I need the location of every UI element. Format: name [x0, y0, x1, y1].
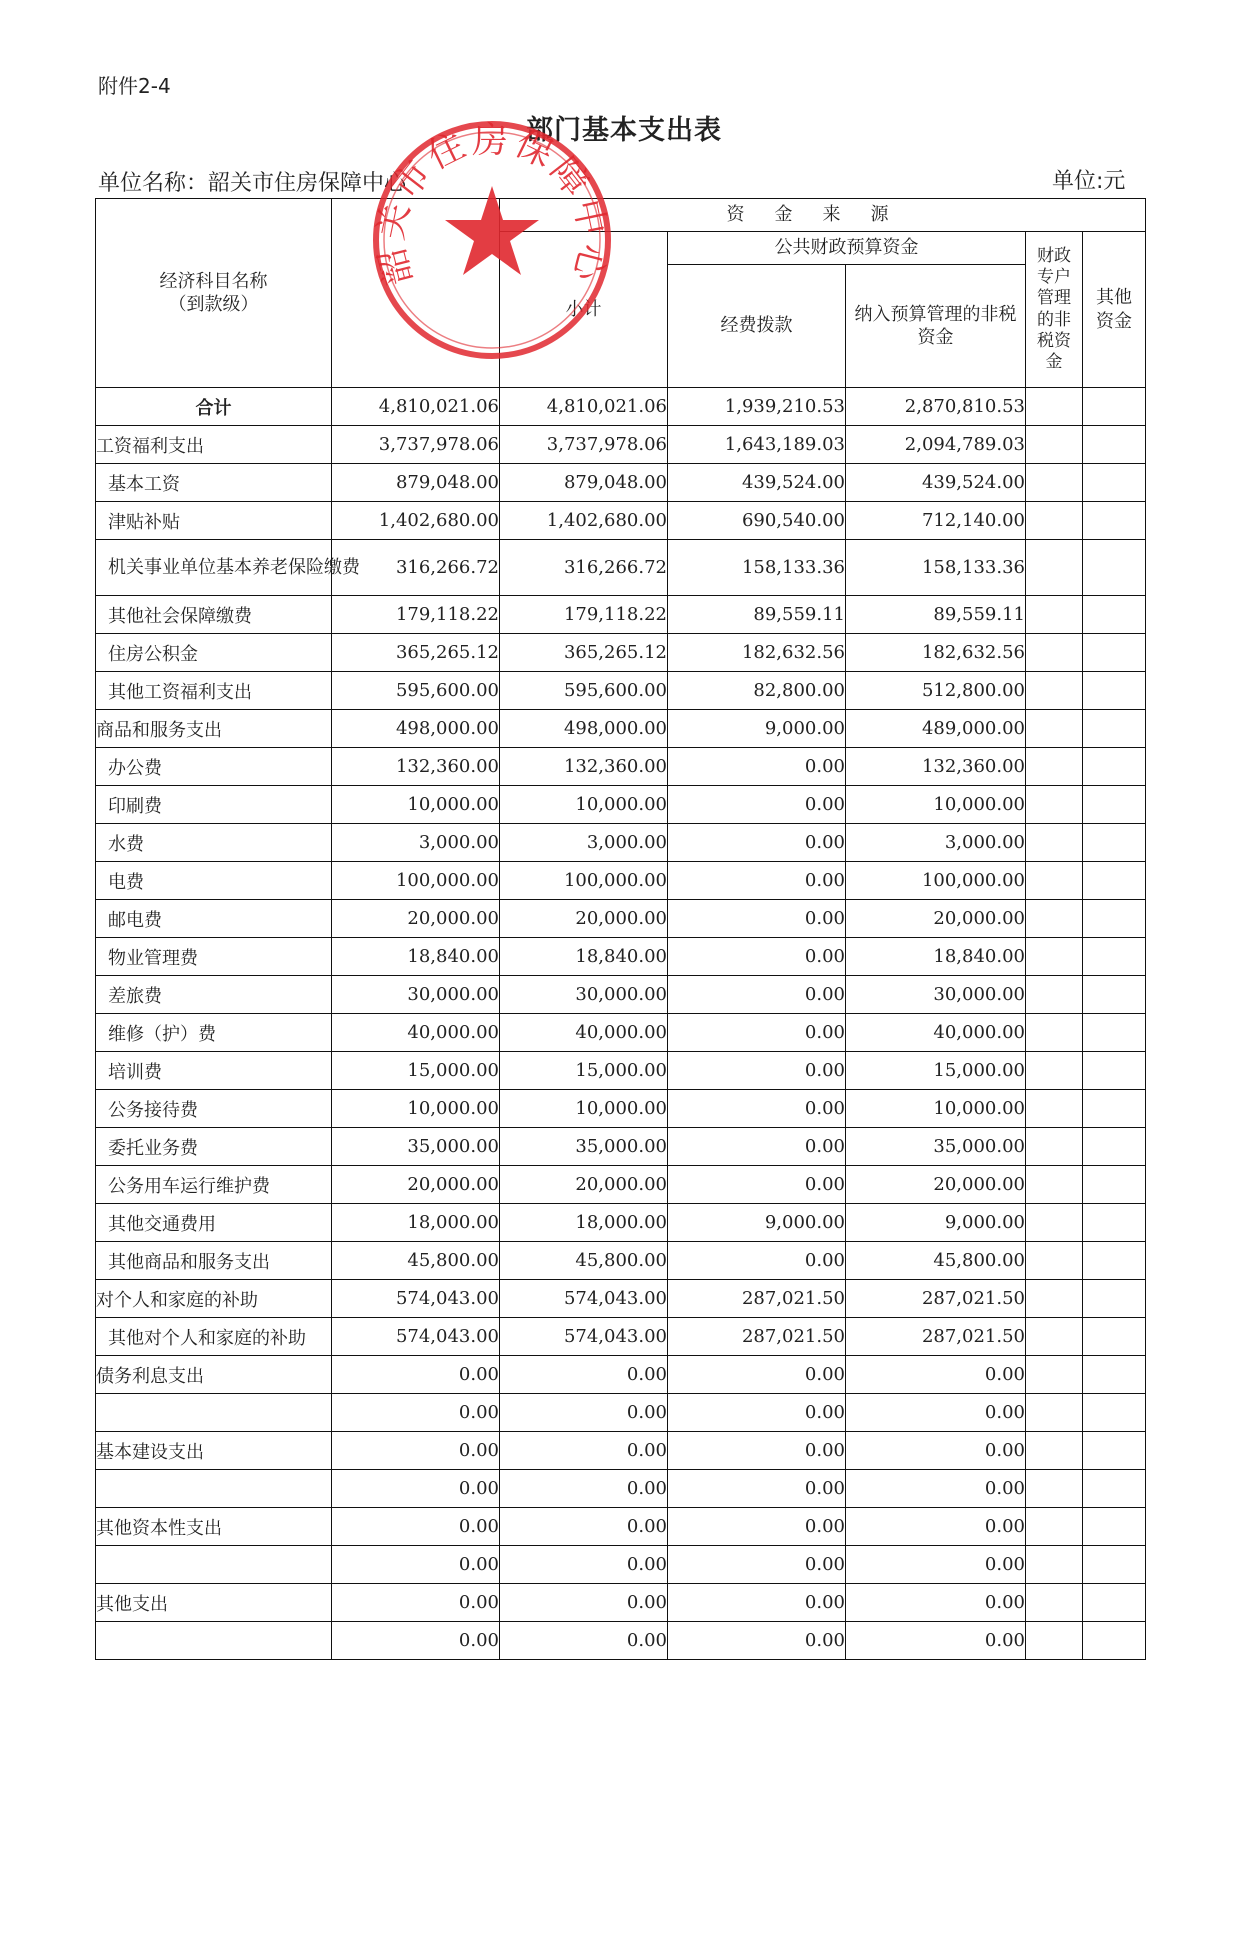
table-row [96, 1508, 1146, 1546]
header-subtotal: 小计 [500, 232, 668, 388]
row-item-name: 机关事业单位基本养老保险缴费 [96, 540, 332, 596]
row-other-funds [1083, 748, 1146, 786]
row-other-funds [1083, 1242, 1146, 1280]
row-appropriation: 287,021.50 [668, 1280, 846, 1318]
row-non-tax: 0.00 [846, 1470, 1026, 1508]
row-item-name: 其他交通费用 [96, 1204, 332, 1242]
row-non-tax: 35,000.00 [846, 1128, 1026, 1166]
row-appropriation: 0.00 [668, 1242, 846, 1280]
row-other-funds [1083, 634, 1146, 672]
row-other-funds [1083, 1280, 1146, 1318]
row-special-account [1026, 1470, 1083, 1508]
row-other-funds [1083, 1014, 1146, 1052]
row-appropriation: 0.00 [668, 976, 846, 1014]
row-other-funds [1083, 1622, 1146, 1660]
row-appropriation: 0.00 [668, 1508, 846, 1546]
row-appropriation: 182,632.56 [668, 634, 846, 672]
row-appropriation: 287,021.50 [668, 1318, 846, 1356]
row-item-name: 债务利息支出 [96, 1356, 332, 1394]
row-total: 15,000.00 [332, 1052, 500, 1090]
table-row [96, 748, 1146, 786]
row-special-account [1026, 900, 1083, 938]
row-other-funds [1083, 1508, 1146, 1546]
row-subtotal: 45,800.00 [500, 1242, 668, 1280]
row-item-name: 基本建设支出 [96, 1432, 332, 1470]
row-total: 20,000.00 [332, 1166, 500, 1204]
row-appropriation: 9,000.00 [668, 710, 846, 748]
row-item-name: 物业管理费 [96, 938, 332, 976]
row-appropriation: 0.00 [668, 748, 846, 786]
row-total: 132,360.00 [332, 748, 500, 786]
table-row [96, 1318, 1146, 1356]
row-special-account [1026, 596, 1083, 634]
row-appropriation: 0.00 [668, 900, 846, 938]
table-row [96, 1128, 1146, 1166]
row-subtotal: 40,000.00 [500, 1014, 668, 1052]
row-total: 879,048.00 [332, 464, 500, 502]
row-appropriation: 9,000.00 [668, 1204, 846, 1242]
row-subtotal: 0.00 [500, 1394, 668, 1432]
row-total: 0.00 [332, 1584, 500, 1622]
table-row [96, 596, 1146, 634]
row-appropriation: 0.00 [668, 1052, 846, 1090]
row-item-name: 委托业务费 [96, 1128, 332, 1166]
header-public-budget: 公共财政预算资金 [668, 232, 1026, 265]
row-subtotal: 3,737,978.06 [500, 426, 668, 464]
row-subtotal: 0.00 [500, 1508, 668, 1546]
row-total: 0.00 [332, 1508, 500, 1546]
table-row [96, 1052, 1146, 1090]
row-item-name: 对个人和家庭的补助 [96, 1280, 332, 1318]
row-non-tax: 2,870,810.53 [846, 388, 1026, 426]
row-other-funds [1083, 1166, 1146, 1204]
row-special-account [1026, 1432, 1083, 1470]
row-total: 0.00 [332, 1356, 500, 1394]
row-non-tax: 89,559.11 [846, 596, 1026, 634]
row-special-account [1026, 1584, 1083, 1622]
table-row [96, 1204, 1146, 1242]
row-total: 45,800.00 [332, 1242, 500, 1280]
row-other-funds [1083, 976, 1146, 1014]
row-special-account [1026, 710, 1083, 748]
row-subtotal: 0.00 [500, 1622, 668, 1660]
row-non-tax: 439,524.00 [846, 464, 1026, 502]
row-special-account [1026, 502, 1083, 540]
table-row [96, 1584, 1146, 1622]
row-non-tax: 2,094,789.03 [846, 426, 1026, 464]
row-total: 35,000.00 [332, 1128, 500, 1166]
row-total: 179,118.22 [332, 596, 500, 634]
row-appropriation: 1,643,189.03 [668, 426, 846, 464]
row-subtotal: 0.00 [500, 1584, 668, 1622]
row-total: 498,000.00 [332, 710, 500, 748]
row-subtotal: 0.00 [500, 1470, 668, 1508]
row-non-tax: 100,000.00 [846, 862, 1026, 900]
row-subtotal: 35,000.00 [500, 1128, 668, 1166]
row-total: 574,043.00 [332, 1318, 500, 1356]
row-item-name: 基本工资 [96, 464, 332, 502]
row-non-tax: 0.00 [846, 1546, 1026, 1584]
row-special-account [1026, 464, 1083, 502]
row-total: 10,000.00 [332, 1090, 500, 1128]
table-row [96, 862, 1146, 900]
row-item-name: 水费 [96, 824, 332, 862]
row-special-account [1026, 1052, 1083, 1090]
row-other-funds [1083, 1394, 1146, 1432]
row-special-account [1026, 672, 1083, 710]
header-item-name: 经济科目名称 （到款级） [96, 199, 332, 388]
row-special-account [1026, 1128, 1083, 1166]
row-item-name [96, 1546, 332, 1584]
table-row [96, 1356, 1146, 1394]
row-special-account [1026, 388, 1083, 426]
row-appropriation: 0.00 [668, 938, 846, 976]
row-non-tax: 45,800.00 [846, 1242, 1026, 1280]
unit-label: 单位:元 [1052, 169, 1126, 194]
table-row [96, 938, 1146, 976]
row-non-tax: 512,800.00 [846, 672, 1026, 710]
row-total: 100,000.00 [332, 862, 500, 900]
row-non-tax: 158,133.36 [846, 540, 1026, 596]
row-item-name: 公务接待费 [96, 1090, 332, 1128]
unit-name: 单位名称：韶关市住房保障中心 [98, 171, 407, 196]
table-row [96, 900, 1146, 938]
row-non-tax: 40,000.00 [846, 1014, 1026, 1052]
row-other-funds [1083, 938, 1146, 976]
header-other-funds: 其他资金 [1083, 232, 1146, 388]
row-item-name: 差旅费 [96, 976, 332, 1014]
row-subtotal: 574,043.00 [500, 1318, 668, 1356]
row-special-account [1026, 1394, 1083, 1432]
row-total: 595,600.00 [332, 672, 500, 710]
row-other-funds [1083, 710, 1146, 748]
row-other-funds [1083, 502, 1146, 540]
row-item-name: 培训费 [96, 1052, 332, 1090]
table-row [96, 1280, 1146, 1318]
row-item-name [96, 1470, 332, 1508]
row-total: 10,000.00 [332, 786, 500, 824]
row-appropriation: 1,939,210.53 [668, 388, 846, 426]
row-special-account [1026, 824, 1083, 862]
table-row [96, 1622, 1146, 1660]
expenditure-table [95, 198, 1146, 1660]
row-special-account [1026, 786, 1083, 824]
row-subtotal: 179,118.22 [500, 596, 668, 634]
table-row [96, 540, 1146, 596]
row-total: 0.00 [332, 1470, 500, 1508]
row-item-name: 工资福利支出 [96, 426, 332, 464]
table-row [96, 786, 1146, 824]
row-special-account [1026, 1166, 1083, 1204]
row-total: 18,000.00 [332, 1204, 500, 1242]
row-item-name: 合计 [96, 388, 332, 426]
row-item-name: 其他社会保障缴费 [96, 596, 332, 634]
row-subtotal: 498,000.00 [500, 710, 668, 748]
row-item-name: 商品和服务支出 [96, 710, 332, 748]
row-non-tax: 0.00 [846, 1394, 1026, 1432]
row-subtotal: 132,360.00 [500, 748, 668, 786]
row-special-account [1026, 976, 1083, 1014]
row-appropriation: 0.00 [668, 1014, 846, 1052]
row-subtotal: 574,043.00 [500, 1280, 668, 1318]
row-item-name: 维修（护）费 [96, 1014, 332, 1052]
row-special-account [1026, 1014, 1083, 1052]
row-appropriation: 0.00 [668, 1470, 846, 1508]
header-total-blank [332, 199, 500, 388]
row-subtotal: 20,000.00 [500, 900, 668, 938]
row-non-tax: 18,840.00 [846, 938, 1026, 976]
row-appropriation: 0.00 [668, 1166, 846, 1204]
row-special-account [1026, 1318, 1083, 1356]
row-subtotal: 18,840.00 [500, 938, 668, 976]
row-subtotal: 879,048.00 [500, 464, 668, 502]
row-item-name: 电费 [96, 862, 332, 900]
row-appropriation: 0.00 [668, 1356, 846, 1394]
row-special-account [1026, 1622, 1083, 1660]
row-appropriation: 0.00 [668, 1090, 846, 1128]
row-special-account [1026, 1356, 1083, 1394]
row-item-name: 邮电费 [96, 900, 332, 938]
table-row [96, 1432, 1146, 1470]
header-fund-source: 资金来源 [500, 199, 1146, 232]
row-special-account [1026, 634, 1083, 672]
row-other-funds [1083, 824, 1146, 862]
row-other-funds [1083, 596, 1146, 634]
table-row [96, 1014, 1146, 1052]
row-other-funds [1083, 862, 1146, 900]
row-other-funds [1083, 540, 1146, 596]
table-row [96, 672, 1146, 710]
table-row [96, 502, 1146, 540]
table-row [96, 1090, 1146, 1128]
row-other-funds [1083, 900, 1146, 938]
table-row [96, 976, 1146, 1014]
row-other-funds [1083, 672, 1146, 710]
row-non-tax: 182,632.56 [846, 634, 1026, 672]
row-subtotal: 30,000.00 [500, 976, 668, 1014]
table-row [96, 464, 1146, 502]
row-other-funds [1083, 786, 1146, 824]
row-total: 0.00 [332, 1394, 500, 1432]
row-non-tax: 287,021.50 [846, 1318, 1026, 1356]
row-subtotal: 20,000.00 [500, 1166, 668, 1204]
row-appropriation: 0.00 [668, 1128, 846, 1166]
row-special-account [1026, 1204, 1083, 1242]
row-subtotal: 4,810,021.06 [500, 388, 668, 426]
row-appropriation: 0.00 [668, 1622, 846, 1660]
row-item-name: 其他资本性支出 [96, 1508, 332, 1546]
row-other-funds [1083, 1052, 1146, 1090]
row-subtotal: 0.00 [500, 1356, 668, 1394]
row-other-funds [1083, 1432, 1146, 1470]
row-total: 316,266.72 [332, 540, 500, 596]
row-total: 30,000.00 [332, 976, 500, 1014]
row-subtotal: 100,000.00 [500, 862, 668, 900]
row-subtotal: 595,600.00 [500, 672, 668, 710]
row-non-tax: 3,000.00 [846, 824, 1026, 862]
row-non-tax: 20,000.00 [846, 1166, 1026, 1204]
row-total: 4,810,021.06 [332, 388, 500, 426]
row-appropriation: 0.00 [668, 1394, 846, 1432]
row-total: 40,000.00 [332, 1014, 500, 1052]
row-total: 3,000.00 [332, 824, 500, 862]
page-title: 部门基本支出表 [526, 115, 722, 146]
row-non-tax: 30,000.00 [846, 976, 1026, 1014]
row-non-tax: 0.00 [846, 1622, 1026, 1660]
row-other-funds [1083, 1128, 1146, 1166]
row-special-account [1026, 938, 1083, 976]
row-other-funds [1083, 1318, 1146, 1356]
row-item-name: 公务用车运行维护费 [96, 1166, 332, 1204]
row-appropriation: 439,524.00 [668, 464, 846, 502]
row-special-account [1026, 540, 1083, 596]
row-item-name: 津贴补贴 [96, 502, 332, 540]
row-non-tax: 0.00 [846, 1356, 1026, 1394]
row-special-account [1026, 748, 1083, 786]
table-row [96, 388, 1146, 426]
table-row [96, 1394, 1146, 1432]
row-special-account [1026, 1280, 1083, 1318]
header-appropriation: 经费拨款 [668, 265, 846, 388]
table-row [96, 1470, 1146, 1508]
row-subtotal: 1,402,680.00 [500, 502, 668, 540]
row-special-account [1026, 426, 1083, 464]
row-appropriation: 0.00 [668, 824, 846, 862]
row-other-funds [1083, 426, 1146, 464]
row-appropriation: 0.00 [668, 1546, 846, 1584]
table-row [96, 1242, 1146, 1280]
row-item-name: 印刷费 [96, 786, 332, 824]
row-appropriation: 89,559.11 [668, 596, 846, 634]
table-row [96, 426, 1146, 464]
row-subtotal: 316,266.72 [500, 540, 668, 596]
row-special-account [1026, 1090, 1083, 1128]
row-total: 365,265.12 [332, 634, 500, 672]
row-non-tax: 287,021.50 [846, 1280, 1026, 1318]
row-other-funds [1083, 1584, 1146, 1622]
row-subtotal: 15,000.00 [500, 1052, 668, 1090]
row-total: 3,737,978.06 [332, 426, 500, 464]
row-appropriation: 690,540.00 [668, 502, 846, 540]
row-item-name: 其他对个人和家庭的补助 [96, 1318, 332, 1356]
row-non-tax: 10,000.00 [846, 1090, 1026, 1128]
row-total: 0.00 [332, 1622, 500, 1660]
row-other-funds [1083, 1356, 1146, 1394]
row-item-name: 其他工资福利支出 [96, 672, 332, 710]
row-item-name [96, 1622, 332, 1660]
row-subtotal: 0.00 [500, 1546, 668, 1584]
row-other-funds [1083, 1546, 1146, 1584]
table-row [96, 824, 1146, 862]
row-other-funds [1083, 388, 1146, 426]
row-special-account [1026, 1242, 1083, 1280]
row-total: 0.00 [332, 1432, 500, 1470]
row-other-funds [1083, 464, 1146, 502]
row-other-funds [1083, 1090, 1146, 1128]
row-other-funds [1083, 1204, 1146, 1242]
row-non-tax: 15,000.00 [846, 1052, 1026, 1090]
svg-text:韶关市住房保障中心: 韶关市住房保障中心 [370, 119, 614, 289]
row-item-name: 其他支出 [96, 1584, 332, 1622]
row-appropriation: 0.00 [668, 1584, 846, 1622]
table-row [96, 634, 1146, 672]
row-subtotal: 18,000.00 [500, 1204, 668, 1242]
row-subtotal: 10,000.00 [500, 1090, 668, 1128]
row-special-account [1026, 1508, 1083, 1546]
row-non-tax: 9,000.00 [846, 1204, 1026, 1242]
row-total: 1,402,680.00 [332, 502, 500, 540]
row-total: 574,043.00 [332, 1280, 500, 1318]
row-appropriation: 0.00 [668, 786, 846, 824]
row-subtotal: 3,000.00 [500, 824, 668, 862]
row-subtotal: 10,000.00 [500, 786, 668, 824]
row-item-name [96, 1394, 332, 1432]
row-appropriation: 158,133.36 [668, 540, 846, 596]
row-non-tax: 132,360.00 [846, 748, 1026, 786]
row-non-tax: 20,000.00 [846, 900, 1026, 938]
table-row [96, 710, 1146, 748]
row-non-tax: 0.00 [846, 1432, 1026, 1470]
header-non-tax: 纳入预算管理的非税资金 [846, 265, 1026, 388]
attachment-label: 附件2-4 [98, 74, 171, 98]
row-item-name: 住房公积金 [96, 634, 332, 672]
row-special-account [1026, 862, 1083, 900]
row-item-name: 办公费 [96, 748, 332, 786]
row-non-tax: 489,000.00 [846, 710, 1026, 748]
row-total: 0.00 [332, 1546, 500, 1584]
row-non-tax: 0.00 [846, 1508, 1026, 1546]
row-subtotal: 365,265.12 [500, 634, 668, 672]
row-appropriation: 82,800.00 [668, 672, 846, 710]
row-special-account [1026, 1546, 1083, 1584]
row-appropriation: 0.00 [668, 862, 846, 900]
row-non-tax: 712,140.00 [846, 502, 1026, 540]
row-total: 20,000.00 [332, 900, 500, 938]
row-appropriation: 0.00 [668, 1432, 846, 1470]
row-total: 18,840.00 [332, 938, 500, 976]
row-non-tax: 10,000.00 [846, 786, 1026, 824]
row-subtotal: 0.00 [500, 1432, 668, 1470]
table-row [96, 1546, 1146, 1584]
table-row [96, 1166, 1146, 1204]
row-non-tax: 0.00 [846, 1584, 1026, 1622]
row-item-name: 其他商品和服务支出 [96, 1242, 332, 1280]
header-special-account: 财政专户管理的非税资金 [1026, 232, 1083, 388]
row-other-funds [1083, 1470, 1146, 1508]
